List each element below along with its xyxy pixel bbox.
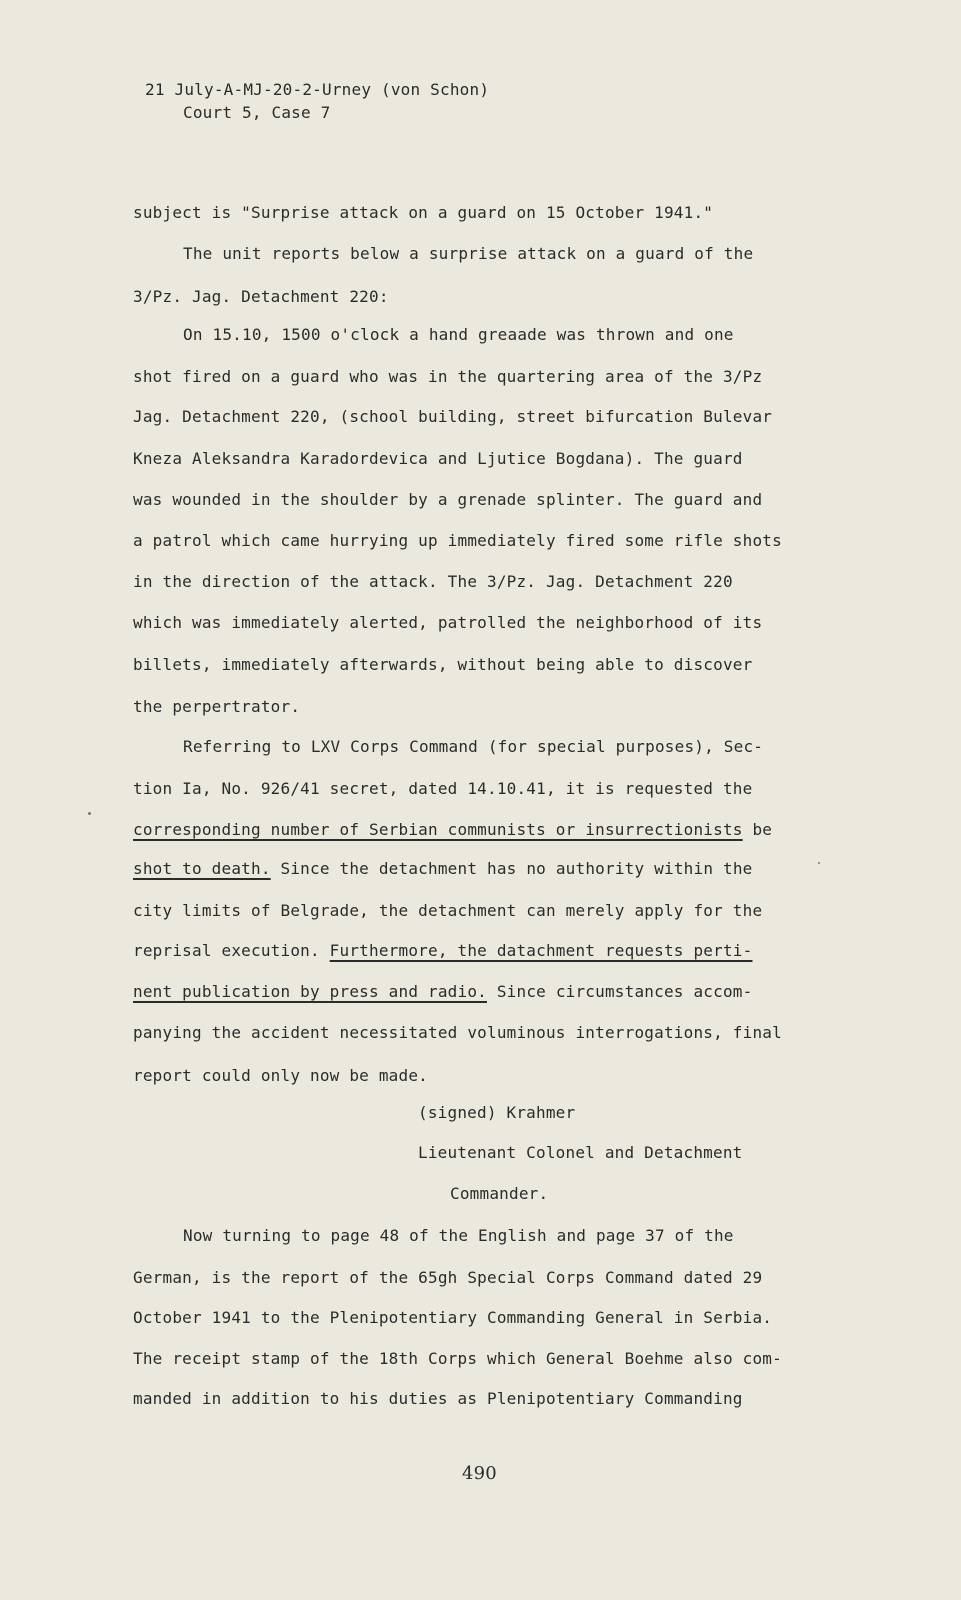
- body-line: in the direction of the attack. The 3/Pz. Jag. Detachment 220: [133, 572, 733, 591]
- body-line-underlined: [133, 941, 752, 960]
- body-line-underlined: [133, 859, 752, 878]
- body-text: be: [742, 820, 773, 839]
- body-line-underlined: [133, 820, 772, 839]
- signature-line: (signed) Krahmer: [418, 1103, 576, 1122]
- underlined-text: corresponding number of Serbian communists or insurrectionists: [133, 820, 743, 839]
- body-line: On 15.10, 1500 o'clock a hand greaade was thrown and one: [183, 325, 734, 344]
- body-line: city limits of Belgrade, the detachment can merely apply for the: [133, 901, 763, 920]
- body-line: Jag. Detachment 220, (school building, street bifurcation Bulevar: [133, 407, 773, 426]
- body-line: report could only now be made.: [133, 1066, 428, 1085]
- body-line: 3/Pz. Jag. Detachment 220:: [133, 287, 389, 306]
- body-text: reprisal execution.: [133, 941, 330, 960]
- body-line-underlined: [133, 982, 752, 1001]
- body-line: the perpertrator.: [133, 697, 301, 716]
- body-line: manded in addition to his duties as Plenipotentiary Commanding: [133, 1389, 743, 1408]
- header-line-1: 21 July-A-MJ-20-2-Urney (von Schon): [145, 80, 490, 99]
- body-line: was wounded in the shoulder by a grenade splinter. The guard and: [133, 490, 763, 509]
- header-line-2: Court 5, Case 7: [183, 103, 331, 122]
- page-number: 490: [462, 1463, 497, 1484]
- body-line: Now turning to page 48 of the English and page 37 of the: [183, 1226, 734, 1245]
- body-line: Referring to LXV Corps Command (for special purposes), Sec-: [183, 737, 764, 756]
- body-line: German, is the report of the 65gh Special Corps Command dated 29: [133, 1268, 763, 1287]
- underlined-text: shot to death.: [133, 859, 271, 878]
- paper-speck: [88, 812, 91, 815]
- body-line: The receipt stamp of the 18th Corps which General Boehme also com-: [133, 1349, 782, 1368]
- underlined-text: Furthermore, the datachment requests perti-: [329, 941, 753, 960]
- underlined-text: nent publication by press and radio.: [133, 982, 487, 1001]
- signature-title: Commander.: [450, 1184, 549, 1203]
- body-text: Since circumstances accom-: [486, 982, 753, 1001]
- body-line: panying the accident necessitated voluminous interrogations, final: [133, 1023, 782, 1042]
- body-line: shot fired on a guard who was in the quartering area of the 3/Pz: [133, 367, 763, 386]
- body-line: billets, immediately afterwards, without being able to discover: [133, 655, 753, 674]
- body-line: tion Ia, No. 926/41 secret, dated 14.10.41, it is requested the: [133, 779, 753, 798]
- body-line: October 1941 to the Plenipotentiary Commanding General in Serbia.: [133, 1308, 773, 1327]
- body-line: subject is "Surprise attack on a guard on 15 October 1941.": [133, 203, 714, 222]
- body-line: The unit reports below a surprise attack on a guard of the: [183, 244, 754, 263]
- paper-speck: [818, 862, 820, 864]
- signature-title: Lieutenant Colonel and Detachment: [418, 1143, 743, 1162]
- body-line: Kneza Aleksandra Karadordevica and Ljutice Bogdana). The guard: [133, 449, 743, 468]
- body-line: which was immediately alerted, patrolled the neighborhood of its: [133, 613, 763, 632]
- body-line: a patrol which came hurrying up immediately fired some rifle shots: [133, 531, 782, 550]
- body-text: Since the detachment has no authority within the: [270, 859, 753, 878]
